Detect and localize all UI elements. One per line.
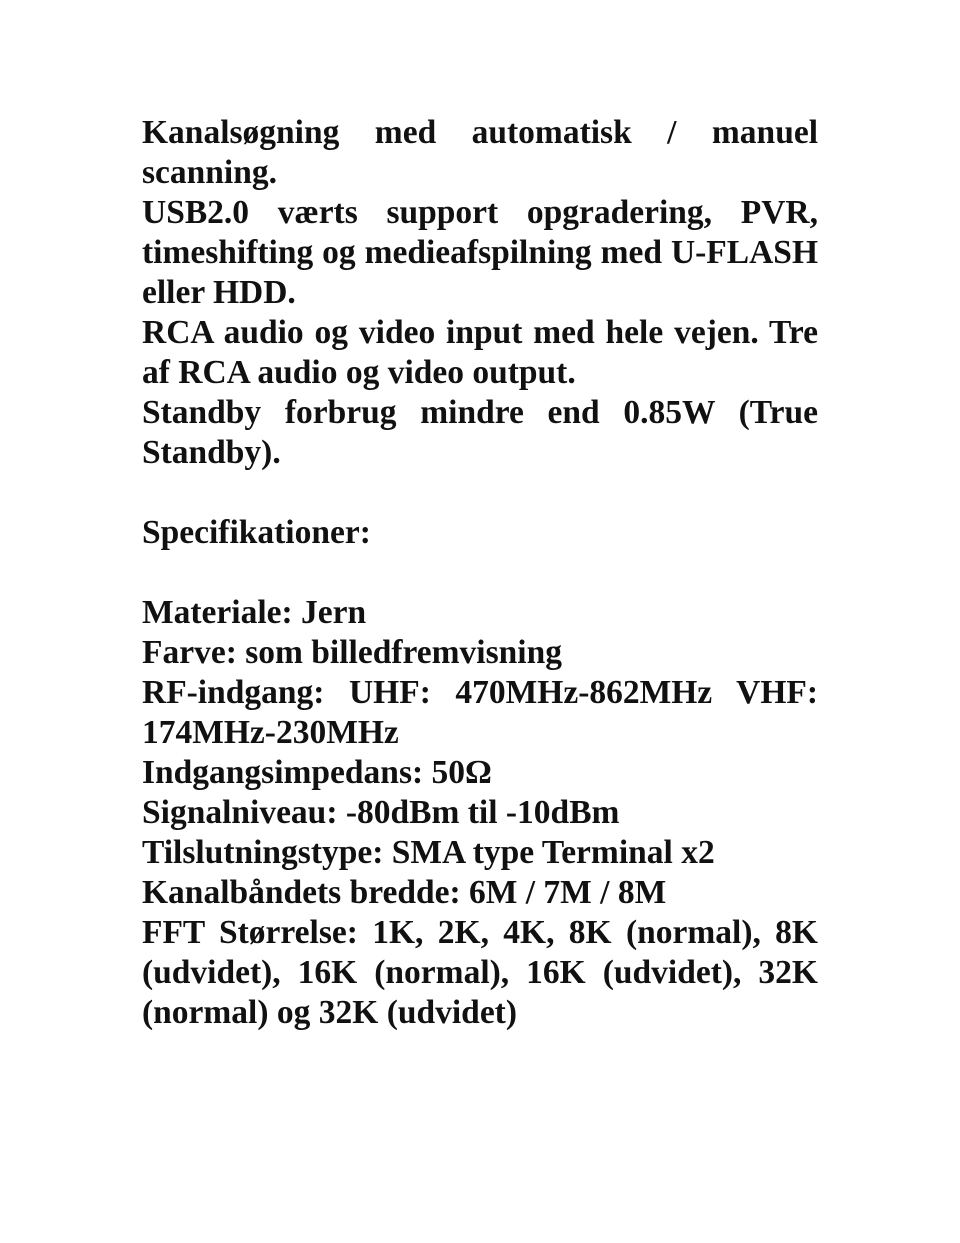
feature-channel-search: Kanalsøgning med automatisk / manuel scanning. bbox=[142, 114, 818, 191]
spec-rf-input: RF-indgang: UHF: 470MHz-862MHz VHF: 174MHz-230MHz bbox=[142, 674, 818, 751]
spacer bbox=[142, 553, 818, 593]
spec-impedance: Indgangsimpedans: 50Ω bbox=[142, 754, 492, 791]
spec-color: Farve: som billedfremvisning bbox=[142, 634, 562, 671]
spec-bandwidth: Kanalbåndets bredde: 6M / 7M / 8M bbox=[142, 874, 667, 911]
feature-standby: Standby forbrug mindre end 0.85W (True Standby). bbox=[142, 394, 818, 471]
spec-fft-size: FFT Størrelse: 1K, 2K, 4K, 8K (normal), 8K (udvidet), 16K (normal), 16K (udvidet), 32K (normal) og 32K (udvidet) bbox=[142, 914, 818, 1031]
feature-rca-io: RCA audio og video input med hele vejen. Tre af RCA audio og video output. bbox=[142, 314, 818, 391]
specs-heading: Specifikationer: bbox=[142, 514, 371, 551]
document-page bbox=[142, 113, 818, 1033]
spec-material: Materiale: Jern bbox=[142, 594, 367, 631]
feature-usb-support: USB2.0 værts support opgradering, PVR, timeshifting og medieafspilning med U-FLASH eller HDD. bbox=[142, 194, 818, 311]
spec-connector: Tilslutningstype: SMA type Terminal x2 bbox=[142, 834, 715, 871]
spacer bbox=[142, 473, 818, 513]
spec-signal-level: Signalniveau: -80dBm til -10dBm bbox=[142, 794, 620, 831]
